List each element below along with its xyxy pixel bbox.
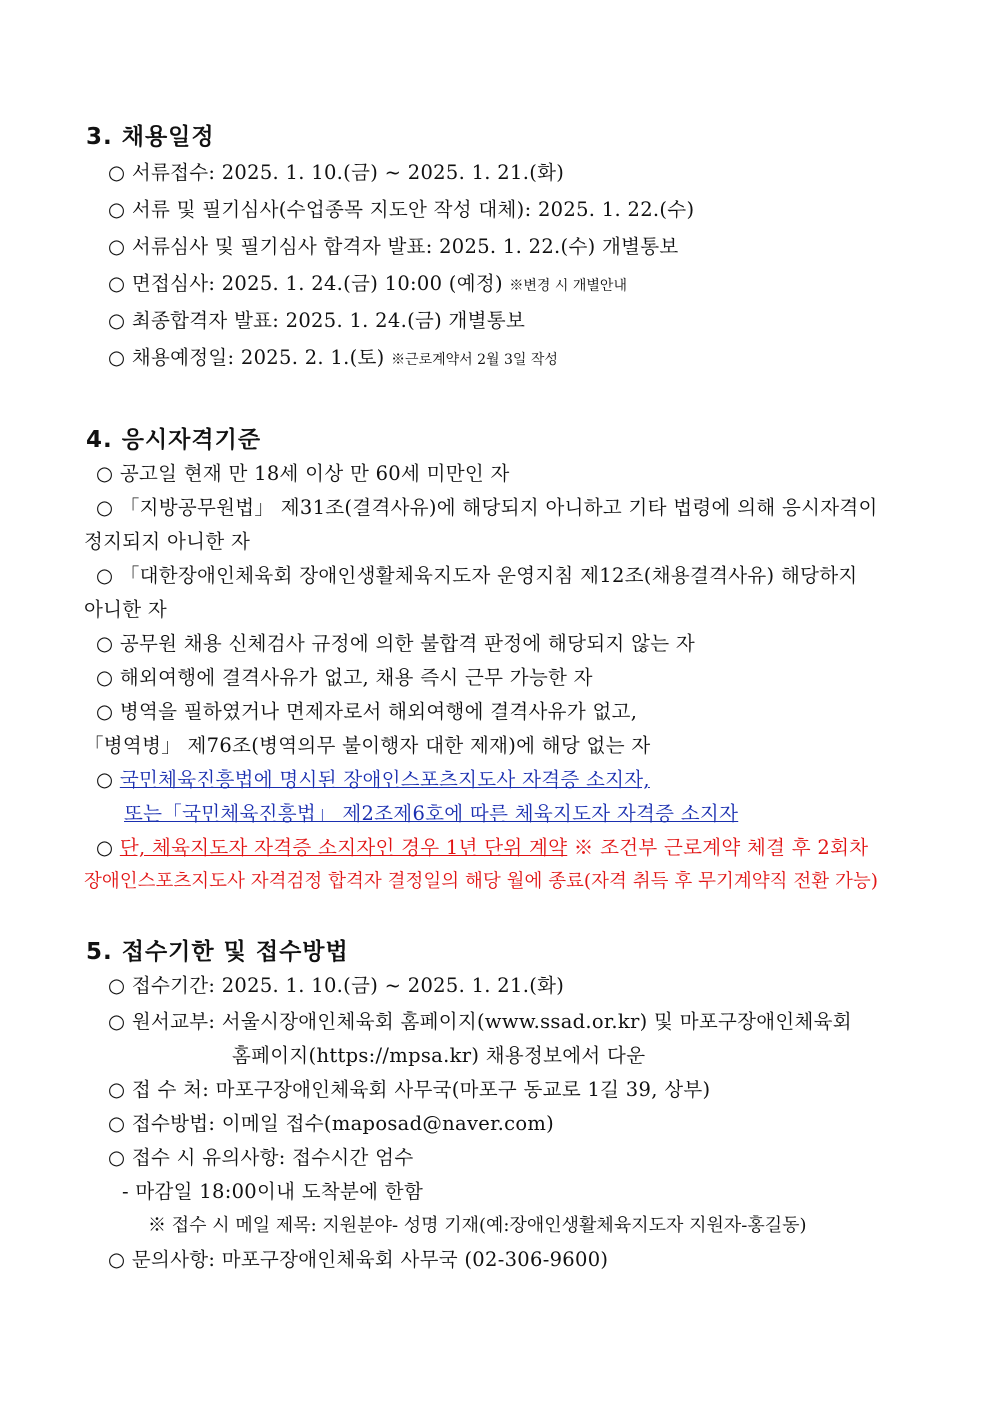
eligibility-item-7-bullet: ○ [96,768,114,791]
application-item-4: ○ 접수방법: 이메일 접수(maposad@naver.com) [108,1112,555,1135]
application-item-5: ○ 접수 시 유의사항: 접수시간 엄수 [108,1146,414,1169]
schedule-note-hire: ※근로계약서 2월 3일 작성 [391,352,558,368]
schedule-item-1: ○ 서류접수: 2025. 1. 10.(금) ~ 2025. 1. 21.(화) [108,161,565,184]
eligibility-item-2-line-1: ○ 「지방공무원법」 제31조(결격사유)에 해당되지 아니하고 기타 법령에 의해 응시자격이 [96,496,878,519]
eligibility-item-2-line-2: 정지되지 아니한 자 [84,530,251,553]
schedule-item-2: ○ 서류 및 필기심사(수업종목 지도안 작성 대체): 2025. 1. 22.(수) [108,198,695,221]
eligibility-item-8-text: 단, 체육지도자 자격증 소지자인 경우 1년 단위 계약 [119,836,568,859]
eligibility-item-5: ○ 해외여행에 결격사유가 없고, 채용 즉시 근무 가능한 자 [96,666,593,689]
schedule-item-6-text: ○ 채용예정일: 2025. 2. 1.(토) [108,346,385,369]
eligibility-item-7-line-1 [96,765,992,795]
eligibility-item-8-condition: ※ 조건부 근로계약 체결 후 2회차 [573,836,869,859]
application-item-5-sub-1: - 마감일 18:00이내 도착분에 한함 [122,1180,424,1203]
application-item-2-line-1: ○ 원서교부: 서울시장애인체육회 홈페이지(www.ssad.or.kr) 및 마포구장애인체육회 [108,1010,852,1033]
schedule-note-interview: ※변경 시 개별안내 [509,278,627,294]
eligibility-item-6-line-1: ○ 병역을 필하였거나 면제자로서 해외여행에 결격사유가 없고, [96,700,638,723]
section-3-title: 3. 채용일정 [86,124,215,150]
application-item-5-sub-2: ※ 접수 시 메일 제목: 지원분야- 성명 기재(예:장애인생활체육지도자 지원자-홍길동) [148,1215,807,1236]
schedule-item-5: ○ 최종합격자 발표: 2025. 1. 24.(금) 개별통보 [108,309,526,332]
eligibility-item-7-text: 국민체육진흥법에 명시된 장애인스포츠지도사 자격증 소지자, [119,768,650,791]
eligibility-item-1: ○ 공고일 현재 만 18세 이상 만 60세 미만인 자 [96,462,510,485]
eligibility-item-8-text-2: 장애인스포츠지도사 자격검정 합격자 결정일의 해당 월에 종료(자격 취득 후 무기계약직 전환 가능) [84,871,878,892]
eligibility-item-3-line-2: 아니한 자 [84,598,168,621]
schedule-item-6 [108,343,992,375]
section-5-title: 5. 접수기한 및 접수방법 [86,939,349,965]
schedule-item-4-text: ○ 면접심사: 2025. 1. 24.(금) 10:00 (예정) [108,272,503,295]
schedule-item-3: ○ 서류심사 및 필기심사 합격자 발표: 2025. 1. 22.(수) 개별통보 [108,235,679,258]
application-item-6: ○ 문의사항: 마포구장애인체육회 사무국 (02-306-9600) [108,1248,609,1271]
eligibility-item-4: ○ 공무원 채용 신체검사 규정에 의한 불합격 판정에 해당되지 않는 자 [96,632,695,655]
eligibility-item-7-line-2 [124,799,992,829]
eligibility-item-8-line-2 [84,867,992,897]
application-item-1: ○ 접수기간: 2025. 1. 10.(금) ~ 2025. 1. 21.(화) [108,974,565,997]
eligibility-item-8-line-1 [96,833,992,863]
eligibility-item-3-line-1: ○ 「대한장애인체육회 장애인생활체육지도자 운영지침 제12조(채용결격사유) 해당하지 [96,564,858,587]
section-4-title: 4. 응시자격기준 [86,427,262,453]
eligibility-item-8-bullet: ○ [96,836,114,859]
eligibility-item-7-text-2: 또는「국민체육진흥법」 제2조제6호에 따른 체육지도자 자격증 소지자 [124,802,739,825]
application-item-3: ○ 접 수 처: 마포구장애인체육회 사무국(마포구 동교로 1길 39, 상부) [108,1078,711,1101]
eligibility-item-6-line-2: 「병역병」 제76조(병역의무 불이행자 대한 제재)에 해당 없는 자 [84,734,651,757]
application-item-2-line-2: 홈페이지(https://mpsa.kr) 채용정보에서 다운 [232,1044,646,1067]
schedule-item-4 [108,269,992,301]
